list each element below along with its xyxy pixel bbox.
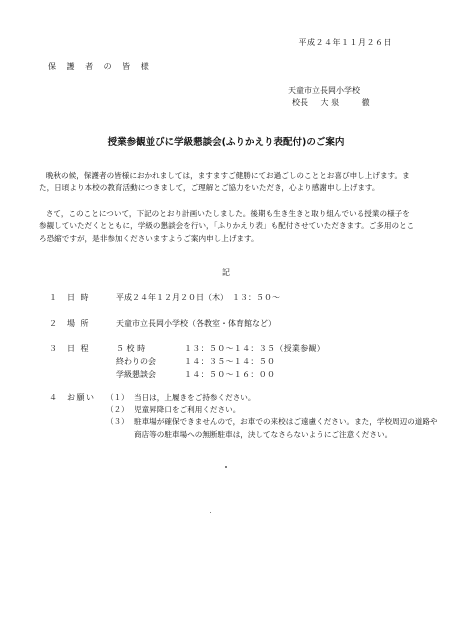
principal-name-first: 大 泉: [320, 98, 340, 107]
item-number-place: ２: [49, 319, 57, 328]
request-text: 駐車場が確保できませんので，お車での来校はご遠慮ください。また，学校周辺の道路や商店等の駐車場への無断駐車は，決してなさらないようにご注意ください。: [134, 417, 438, 439]
scan-speck: [210, 512, 211, 513]
request-item: [106, 404, 444, 416]
item-label-requests: お願い: [67, 393, 96, 402]
schedule-row-name: ５ 校 時: [116, 344, 146, 353]
item-number-schedule: ３: [49, 344, 57, 353]
request-item: [106, 392, 444, 404]
addressee: 保 護 者 の 皆 様: [48, 62, 153, 71]
scan-speck: [225, 466, 227, 468]
school-name: 天童市立長岡小学校: [288, 86, 360, 95]
item-value-place: 天童市立長岡小学校（各教室・体育館など）: [116, 319, 276, 328]
principal-signature: [292, 97, 370, 108]
document-title: 授業参観並びに学級懇談会(ふりかえり表配付)のご案内: [107, 137, 345, 148]
principal-title: 校長: [292, 98, 308, 107]
principal-name-last: 徹: [361, 98, 370, 107]
item-label-date: 日 時: [67, 293, 91, 302]
request-number: （１）: [106, 393, 129, 402]
request-text: 当日は，上履きをご持参ください。: [134, 393, 256, 402]
notice-mark: 記: [222, 268, 230, 277]
request-text: 児童昇降口をご利用ください。: [134, 405, 241, 415]
request-number: （３）: [106, 417, 129, 427]
item-value-date: 平成２４年１２月２０日（木） １３：５０～: [116, 293, 280, 302]
schedule-row-time: １４：５０～１６：００: [184, 370, 276, 379]
body-paragraph-greeting: 晩秋の候，保護者の皆様におかれましては，ますますご健勝にてお過ごしのこととお喜び申し上げます。また，日頃より本校の教育活動につきまして，ご理解とご協力をいただき，心より感謝申し上げます。: [39, 171, 410, 193]
schedule-row-name: 学級懇談会: [116, 370, 156, 379]
requests-list: [106, 392, 444, 441]
issue-date: 平成２４年１１月２６日: [298, 38, 392, 47]
item-number-requests: ４: [49, 393, 57, 402]
body-paragraph-invitation: さて，このことについて，下記のとおり計画いたしました。後期も生き生きと取り組んでいる授業の様子を参観していただくとともに，学級の懇談会を行い，「ふりかえり表」も配付させていただきます。ご多用のところ恐縮ですが，是非参加くださいますようご案内申し上げます。: [39, 209, 415, 243]
schedule-row-time: １４：３５～１４：５０: [184, 357, 276, 366]
item-number-date: １: [49, 293, 57, 302]
schedule-row-name: 終わりの会: [116, 357, 156, 366]
item-label-schedule: 日 程: [67, 344, 91, 353]
schedule-row-time: １３：５０～１４：３５（授業参観）: [184, 344, 326, 353]
request-item: [106, 416, 444, 440]
item-label-place: 場 所: [67, 319, 91, 328]
request-number: （２）: [106, 405, 129, 415]
